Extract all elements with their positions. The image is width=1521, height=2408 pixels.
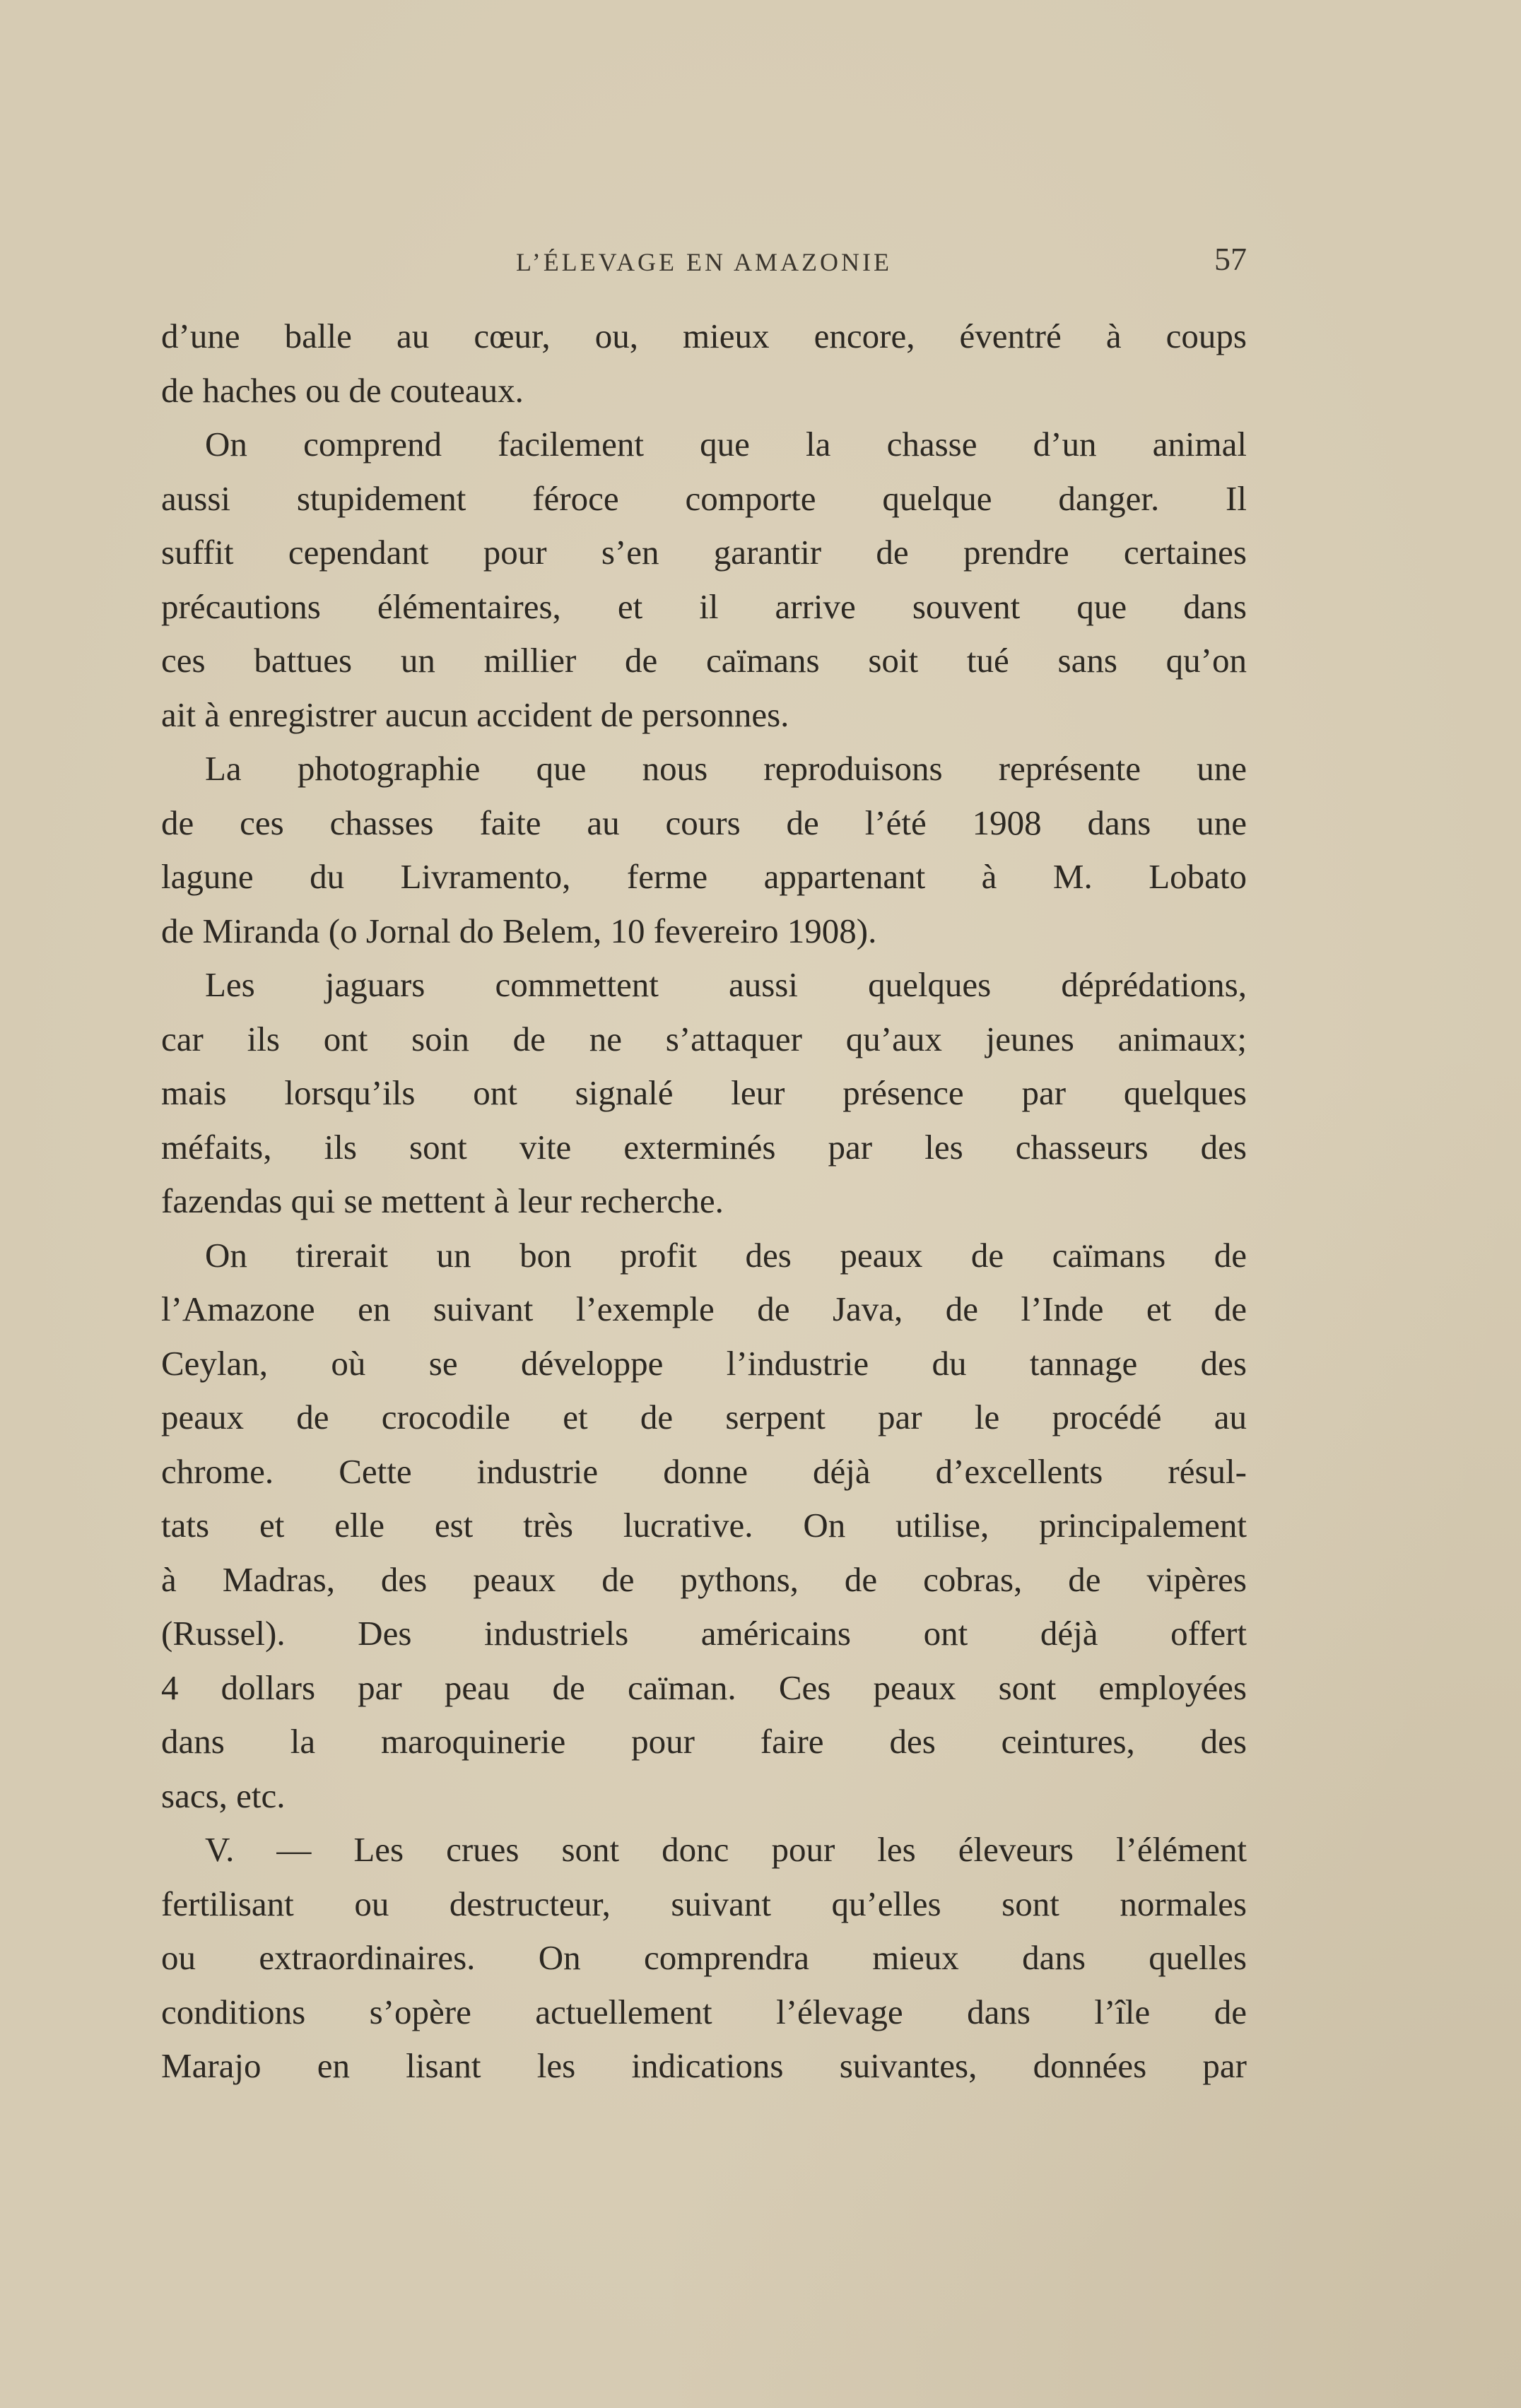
text-line: aussi stupidement féroce comporte quelque danger. Il — [161, 478, 1247, 518]
body-text — [161, 309, 1247, 2094]
text-line: ces battues un millier de caïmans soit tué sans qu’on — [161, 641, 1247, 680]
page-number: 57 — [1214, 241, 1247, 277]
text-line: dans la maroquinerie pour faire des ceintures, des — [161, 1722, 1247, 1761]
text-line: La photographie que nous reproduisons représente une — [205, 749, 1247, 788]
running-head — [161, 240, 1247, 283]
text-line: tats et elle est très lucrative. On utilise, principalement — [161, 1506, 1247, 1545]
text-line: ou extraordinaires. On comprendra mieux dans quelles — [161, 1938, 1247, 1977]
text-line: mais lorsqu’ils ont signalé leur présence par quelques — [161, 1073, 1247, 1112]
paragraph-photograph — [161, 742, 1247, 958]
paragraph-caiman-hunt — [161, 418, 1247, 742]
text-line: chrome. Cette industrie donne déjà d’excellents résul- — [161, 1451, 1247, 1491]
paragraph-skins — [161, 1229, 1247, 1824]
text-line: Les jaguars commettent aussi quelques déprédations, — [205, 965, 1247, 1004]
text-line: car ils ont soin de ne s’attaquer qu’aux jeunes animaux; — [161, 1019, 1247, 1058]
text-line: peaux de crocodile et de serpent par le procédé au — [161, 1398, 1247, 1436]
text-line: lagune du Livramento, ferme appartenant à M. Lobato — [161, 857, 1247, 896]
text-line: Ceylan, où se développe l’industrie du tannage des — [161, 1343, 1247, 1383]
paragraph-continuation — [161, 309, 1247, 418]
text-line: Marajo en lisant les indications suivantes, données par — [161, 2046, 1247, 2085]
text-line: V. — Les crues sont donc pour les éleveurs l’élément — [205, 1830, 1247, 1869]
paragraph-section-v — [161, 1823, 1247, 2094]
text-line: fazendas qui se mettent à leur recherche. — [161, 1181, 724, 1220]
text-line: fertilisant ou destructeur, suivant qu’elles sont normales — [161, 1884, 1247, 1923]
text-line: à Madras, des peaux de pythons, de cobras, de vipères — [161, 1559, 1247, 1599]
text-line: sacs, etc. — [161, 1776, 286, 1815]
paragraph-jaguars — [161, 958, 1247, 1229]
text-line: 4 dollars par peau de caïman. Ces peaux sont employées — [161, 1668, 1247, 1707]
text-line: d’une balle au cœur, ou, mieux encore, éventré à coups — [161, 317, 1247, 355]
text-line: suffit cependant pour s’en garantir de prendre certaines — [161, 533, 1247, 572]
text-line: conditions s’opère actuellement l’élevage dans l’île de — [161, 1992, 1247, 2031]
text-line: (Russel). Des industriels américains ont déjà offert — [161, 1614, 1247, 1653]
text-line: précautions élémentaires, et il arrive souvent que dans — [161, 586, 1247, 626]
text-line: de ces chasses faite au cours de l’été 1908 dans une — [161, 803, 1247, 842]
text-line: méfaits, ils sont vite exterminés par les chasseurs des — [161, 1127, 1247, 1167]
text-line: de Miranda (o Jornal do Belem, 10 fevereiro 1908). — [161, 911, 877, 950]
running-title: L’ÉLEVAGE EN AMAZONIE — [516, 248, 892, 276]
text-line: On tirerait un bon profit des peaux de caïmans de — [205, 1235, 1247, 1275]
text-line: l’Amazone en suivant l’exemple de Java, de l’Inde et de — [161, 1289, 1247, 1328]
text-line: ait à enregistrer aucun accident de personnes. — [161, 695, 789, 734]
text-line: On comprend facilement que la chasse d’un animal — [205, 425, 1247, 464]
text-line: de haches ou de couteaux. — [161, 370, 524, 410]
